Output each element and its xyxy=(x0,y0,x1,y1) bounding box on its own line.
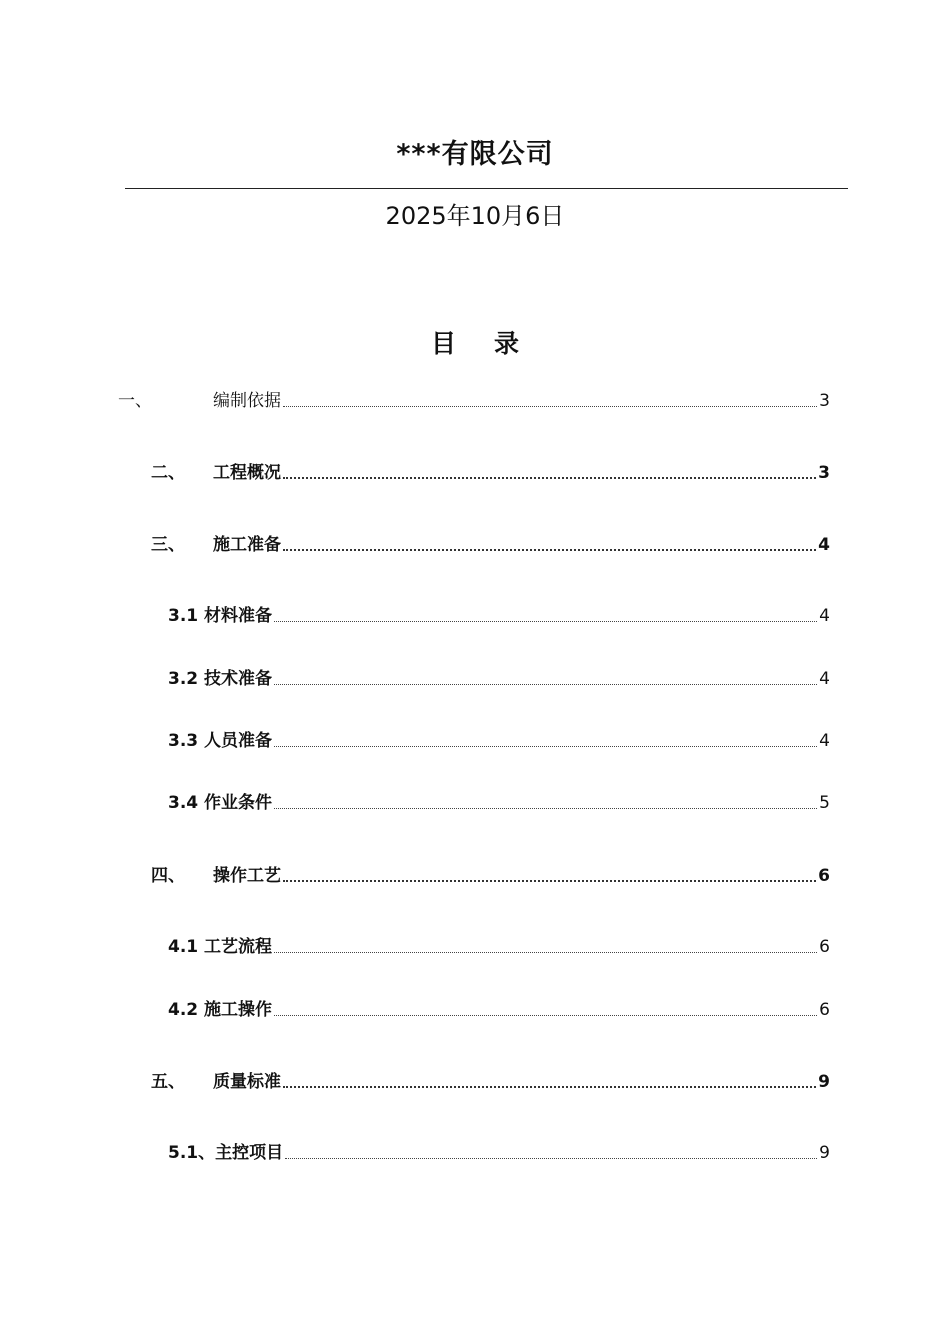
toc-leader-dots xyxy=(274,951,817,953)
toc-entry-title: 5.1、主控项目 xyxy=(168,1143,284,1163)
toc-entry-4-1[interactable] xyxy=(168,936,830,958)
toc-entry-title: 4.1 工艺流程 xyxy=(168,937,273,957)
toc-leader-dots xyxy=(283,548,816,551)
company-name: ***有限公司 xyxy=(396,139,554,170)
toc-entry-page: 5 xyxy=(819,793,830,813)
toc-leader-dots xyxy=(274,745,817,747)
toc-entry-title: 质量标准 xyxy=(213,1072,281,1092)
toc-entry-title: 工程概况 xyxy=(213,463,281,483)
toc-entry-number: 四、 xyxy=(151,866,185,886)
toc-leader-dots xyxy=(274,807,817,809)
toc-entry-page: 4 xyxy=(818,535,830,555)
toc-entry-title: 3.4 作业条件 xyxy=(168,793,273,813)
toc-leader-dots xyxy=(283,879,816,882)
toc-entry-number: 二、 xyxy=(151,463,185,483)
toc-entry-number: 三、 xyxy=(151,535,185,555)
toc-entry-title: 3.2 技术准备 xyxy=(168,669,273,689)
toc-entry-2[interactable] xyxy=(151,462,830,484)
toc-entry-page: 9 xyxy=(819,1143,830,1163)
toc-entry-title: 操作工艺 xyxy=(213,866,281,886)
toc-entry-title: 3.1 材料准备 xyxy=(168,606,273,626)
toc-entry-page: 4 xyxy=(819,669,830,689)
toc-entry-page: 6 xyxy=(818,866,830,886)
header-rule xyxy=(125,188,848,189)
toc-entry-3-3[interactable] xyxy=(168,730,830,752)
toc-entry-3-4[interactable] xyxy=(168,792,830,814)
toc-leader-dots xyxy=(285,1157,817,1159)
toc-entry-number: 一、 xyxy=(118,391,152,411)
toc-entry-page: 9 xyxy=(818,1072,830,1092)
toc-entry-4[interactable] xyxy=(151,865,830,887)
toc-entry-title: 4.2 施工操作 xyxy=(168,1000,273,1020)
toc-entry-5-1[interactable] xyxy=(168,1142,830,1164)
toc-heading-part2: 录 xyxy=(494,329,520,358)
toc-entry-number: 五、 xyxy=(151,1072,185,1092)
toc-entry-5[interactable] xyxy=(151,1071,830,1093)
toc-entry-3-1[interactable] xyxy=(168,605,830,627)
toc-leader-dots xyxy=(283,1085,816,1088)
toc-leader-dots xyxy=(274,683,817,685)
toc-entry-page: 6 xyxy=(819,937,830,957)
toc-heading xyxy=(0,324,950,360)
toc-leader-dots xyxy=(283,476,816,479)
toc-entry-1[interactable] xyxy=(118,390,830,412)
toc-leader-dots xyxy=(274,620,817,622)
toc-entry-page: 4 xyxy=(819,606,830,626)
toc-leader-dots xyxy=(283,405,817,407)
toc-entry-title: 施工准备 xyxy=(213,535,281,555)
toc-entry-page: 3 xyxy=(819,391,830,411)
toc-entry-page: 4 xyxy=(819,731,830,751)
toc-entry-3-2[interactable] xyxy=(168,668,830,690)
toc-leader-dots xyxy=(274,1014,817,1016)
toc-heading-part1: 目 xyxy=(430,329,456,358)
document-date: 2025年10月6日 xyxy=(385,202,565,230)
toc-entry-4-2[interactable] xyxy=(168,999,830,1021)
toc-entry-title: 3.3 人员准备 xyxy=(168,731,273,751)
toc-entry-3[interactable] xyxy=(151,534,830,556)
toc-entry-page: 3 xyxy=(818,463,830,483)
toc-entry-title: 编制依据 xyxy=(213,391,281,411)
toc-entry-page: 6 xyxy=(819,1000,830,1020)
